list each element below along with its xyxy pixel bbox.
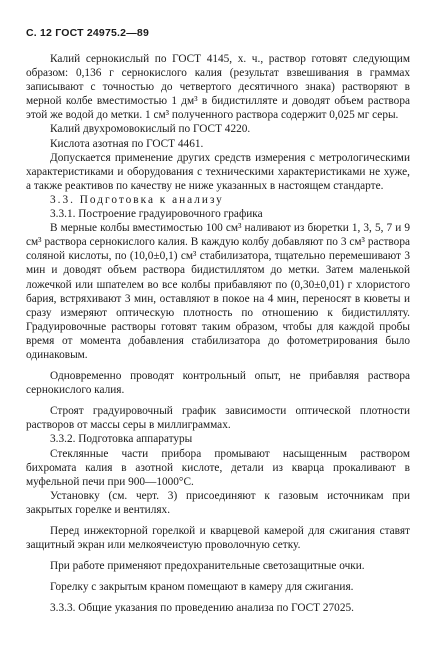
paragraph-protective-screen: Перед инжекторной горелкой и кварцевой камерой для сжигания ставят защитный экран или мелкоячеистую проволочную сетку. (26, 525, 410, 552)
section-heading-3-3-1: 3.3.1. Построение градуировочного графика (50, 208, 263, 221)
paragraph-allowed-substitutes: Допускается применение других средств измерения с метрологическими характеристиками и оборудования с техническими характеристиками не хуже, а также реактивов по качеству не ниже указанных в настоящем стандарте. (26, 151, 410, 192)
paragraph-installation: Установку (см. черт. 3) присоединяют к газовым источникам при закрытых горелке и вентилях. (26, 489, 410, 516)
paragraph-calibration-graph: Строят градуировочный график зависимости оптической плотности растворов от массы серы в миллиграммах. (26, 405, 410, 432)
paragraph-potassium-dichromate: Калий двухромовокислый по ГОСТ 4220. (50, 123, 251, 136)
page-header: С. 12 ГОСТ 24975.2—89 (26, 27, 149, 39)
paragraph-control-experiment: Одновременно проводят контрольный опыт, не прибавляя раствора сернокислого калия. (26, 370, 410, 397)
section-heading-3-3: 3.3. Подготовка к анализу (50, 193, 224, 206)
paragraph-safety-glasses: При работе применяют предохранительные светозащитные очки. (50, 560, 365, 573)
paragraph-burner: Горелку с закрытым краном помещают в камеру для сжигания. (50, 581, 354, 594)
document-body (26, 52, 410, 615)
paragraph-nitric-acid: Кислота азотная по ГОСТ 4461. (50, 137, 204, 150)
section-heading-3-3-2: 3.3.2. Подготовка аппаратуры (50, 433, 193, 446)
paragraph-potassium-sulfate: Калий сернокислый по ГОСТ 4145, х. ч., раствор готовят следующим образом: 0,136 г сернокислого калия (результат взвешивания в граммах записывают с точностью до четвертого десятичного знака) растворяют в мерной колбе вместимостью 1 дм³ в бидистилляте и доводят объем раствора этой же водой до метки. 1 см³ полученного раствора содержит 0,025 мг серы. (26, 53, 410, 122)
paragraph-glass-parts: Стеклянные части прибора промывают насыщенным раствором бихромата калия в азотной кислоте, детали из кварца прокаливают в муфельной печи при 900—1000°С. (26, 447, 410, 488)
paragraph-calibration-procedure: В мерные колбы вместимостью 100 см³ наливают из бюретки 1, 3, 5, 7 и 9 см³ раствора сернокислого калия. В каждую колбу добавляют по 3 см³ раствора соляной кислоты, по (10,0±0,1) см³ стабилизатора, тщательно перемешивают 3 мин и доводят объем раствора бидистиллятом до метки. Затем маленькой ложечкой или шпателем во все колбы прибавляют по (0,30±0,01) г хлористого бария, встряхивают 3 мин, оставляют в покое на 4 мин, переносят в кюветы и сразу измеряют оптическую плотность по отношению к бидистилляту. Градуировочные растворы готовят таким образом, чтобы для каждой пробы время от момента добавления стабилизатора до фотометрирования было одинаковым. (26, 222, 410, 361)
section-heading-3-3-3: 3.3.3. Общие указания по проведению анализа по ГОСТ 27025. (50, 602, 354, 615)
